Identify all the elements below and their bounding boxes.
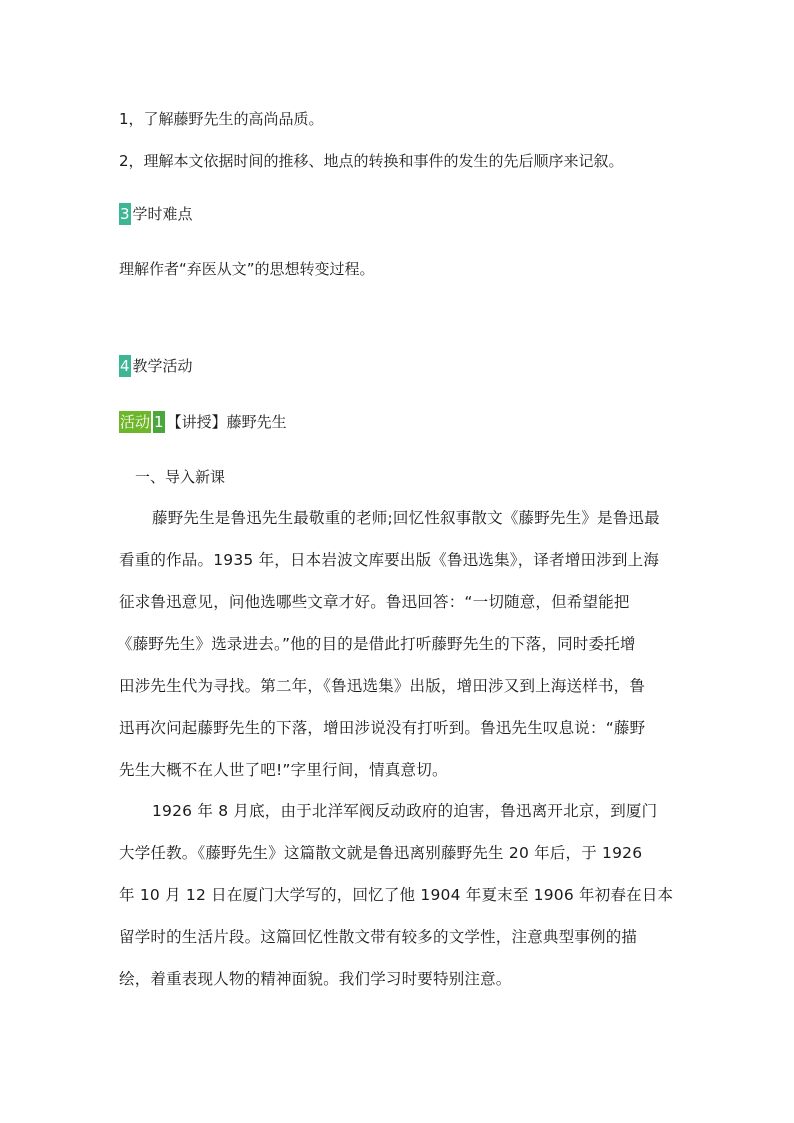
paragraph-line: 年 10 月 12 日在厦门大学写的，回忆了他 1904 年夏末至 1906 年初春在日本 bbox=[119, 886, 674, 904]
paragraph-line: 征求鲁迅意见，问他选哪些文章才好。鲁迅回答：“一切随意，但希望能把 bbox=[119, 593, 630, 611]
activity-heading bbox=[119, 411, 287, 433]
paragraph-line: 先生大概不在人世了吧!”字里行间，情真意切。 bbox=[119, 761, 448, 779]
activity-title: 【讲授】藤野先生 bbox=[166, 413, 287, 431]
paragraph-line: 田涉先生代为寻找。第二年，《鲁迅选集》出版，增田涉又到上海送样书，鲁 bbox=[119, 677, 646, 695]
paragraph-line: 大学任教。《藤野先生》这篇散文就是鲁迅离别藤野先生 20 年后，于 1926 bbox=[119, 844, 643, 862]
section-title: 教学活动 bbox=[132, 357, 193, 375]
paragraph-line: 留学时的生活片段。这篇回忆性散文带有较多的文学性，注意典型事例的描 bbox=[119, 928, 638, 946]
paragraph-line: 看重的作品。1935 年，日本岩波文库要出版《鲁迅选集》，译者增田涉到上海 bbox=[119, 551, 660, 569]
paragraph-line: 迅再次问起藤野先生的下落，增田涉说没有打听到。鲁迅先生叹息说：“藤野 bbox=[119, 719, 646, 737]
paragraph-line: 绘，着重表现人物的精神面貌。我们学习时要特别注意。 bbox=[119, 970, 512, 988]
objective-1: 1，了解藤野先生的高尚品质。 bbox=[119, 110, 324, 128]
paragraph-line: 藤野先生是鲁迅先生最敬重的老师;回忆性叙事散文《藤野先生》是鲁迅最 bbox=[152, 509, 660, 527]
section-number-badge: 3 bbox=[120, 205, 130, 223]
objective-2: 2，理解本文依据时间的推移、地点的转换和事件的发生的先后顺序来记叙。 bbox=[119, 152, 624, 170]
section-number-badge: 4 bbox=[120, 357, 130, 375]
section-heading-difficulty bbox=[119, 203, 193, 225]
activity-label-badge: 活动 bbox=[120, 413, 151, 431]
paragraph-line: 《藤野先生》选录进去。”他的目的是借此打听藤野先生的下落，同时委托增 bbox=[117, 635, 636, 653]
section-heading-activities bbox=[119, 355, 193, 377]
paragraph-line: 1926 年 8 月底，由于北洋军阀反动政府的迫害，鲁迅离开北京，到厦门 bbox=[152, 802, 658, 820]
activity-number-badge: 1 bbox=[154, 413, 164, 431]
section-title: 学时难点 bbox=[132, 205, 193, 223]
intro-heading: 一、导入新课 bbox=[135, 468, 226, 486]
difficulty-text: 理解作者“弃医从文”的思想转变过程。 bbox=[119, 260, 375, 278]
